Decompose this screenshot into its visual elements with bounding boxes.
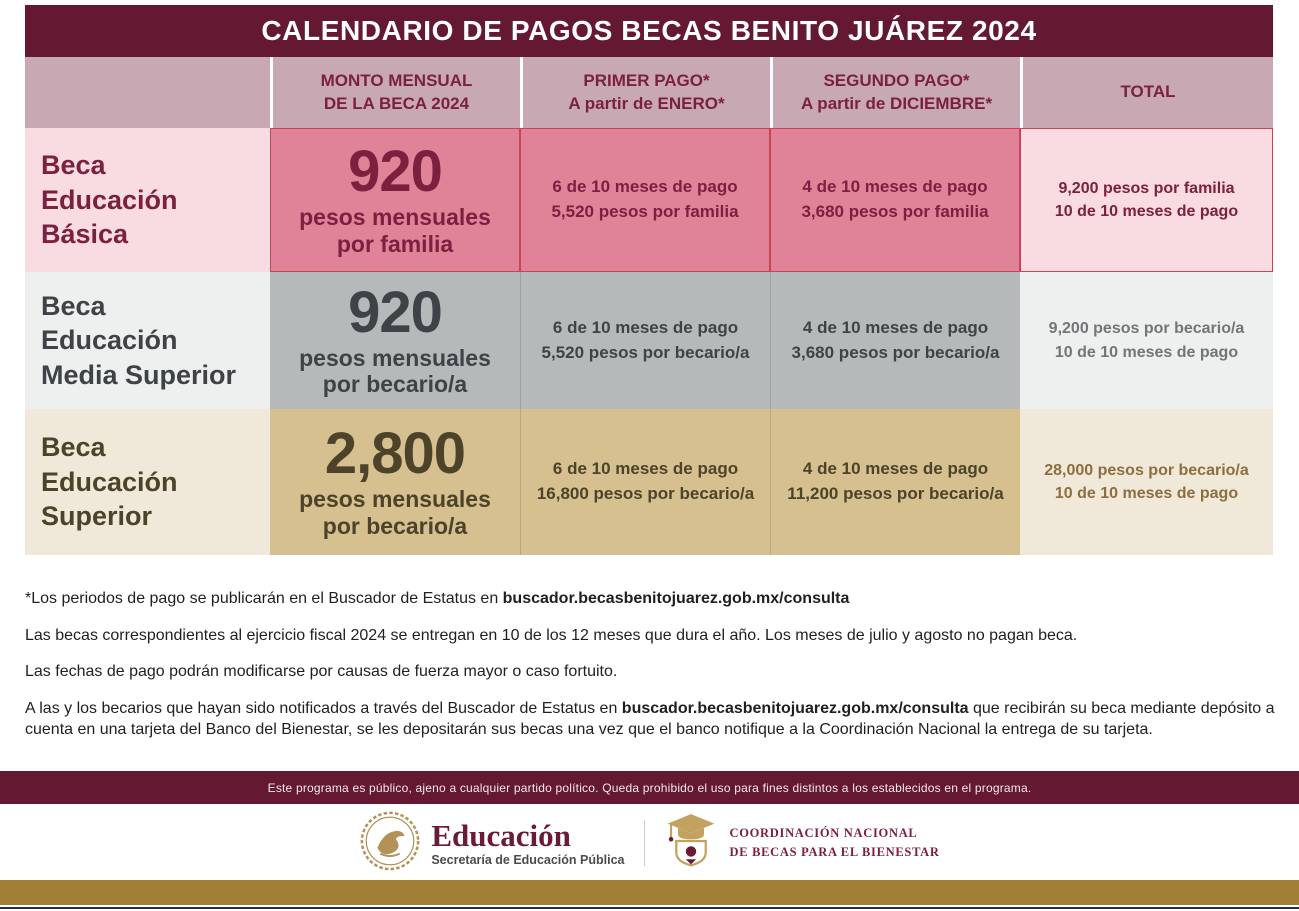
cell-total-media-superior: 9,200 pesos por becario/a 10 de 10 meses de pago bbox=[1020, 272, 1273, 409]
cell-primer-pago-superior: 6 de 10 meses de pago 16,800 pesos por becario/a bbox=[520, 409, 770, 555]
cell-segundo-pago-superior: 4 de 10 meses de pago 11,200 pesos por becario/a bbox=[770, 409, 1020, 555]
footer-logos bbox=[0, 810, 1299, 876]
cell-primer-pago-basica: 6 de 10 meses de pago 5,520 pesos por familia bbox=[520, 128, 770, 272]
header-segundo-pago: SEGUNDO PAGO* A partir de DICIEMBRE* bbox=[770, 57, 1020, 128]
title-bar bbox=[25, 5, 1273, 57]
cell-monto-superior: 2,800 pesos mensuales por becario/a bbox=[270, 409, 520, 555]
cell-segundo-pago-media-superior: 4 de 10 meses de pago 3,680 pesos por becario/a bbox=[770, 272, 1020, 409]
legal-text: Este programa es público, ajeno a cualquier partido político. Queda prohibido el uso para fines distintos a los establecidos en el programa. bbox=[267, 780, 1032, 795]
footnote-3: Las fechas de pago podrán modificarse por causas de fuerza mayor o caso fortuito. bbox=[25, 663, 618, 681]
cnbb-logo bbox=[665, 812, 939, 875]
sep-subtitle: Secretaría de Educación Pública bbox=[431, 852, 625, 867]
cell-monto-basica: 920 pesos mensuales por familia bbox=[270, 128, 520, 272]
footnote-2: Las becas correspondientes al ejercicio fiscal 2024 se entregan en 10 de los 12 meses que dura el año. Los meses de julio y agosto no pagan beca. bbox=[25, 626, 1078, 644]
url-text: buscador.becasbenitojuarez.gob.mx/consulta bbox=[502, 590, 850, 607]
cell-total-basica: 9,200 pesos por familia 10 de 10 meses de pago bbox=[1020, 128, 1273, 272]
cnbb-name-line1: COORDINACIÓN NACIONAL bbox=[729, 825, 918, 840]
cell-segundo-pago-basica: 4 de 10 meses de pago 3,680 pesos por familia bbox=[770, 128, 1020, 272]
table-row-basica bbox=[25, 128, 1273, 272]
bottom-line bbox=[0, 907, 1299, 909]
table-row-superior bbox=[25, 409, 1273, 555]
cell-total-superior: 28,000 pesos por becario/a 10 de 10 meses de pago bbox=[1020, 409, 1273, 555]
footnotes bbox=[25, 588, 1277, 756]
graduation-cap-icon bbox=[665, 812, 717, 875]
logo-divider bbox=[644, 820, 645, 866]
legal-bar bbox=[0, 771, 1299, 804]
eagle-seal-icon bbox=[359, 810, 421, 877]
payment-calendar-table bbox=[25, 5, 1273, 555]
header-primer-pago: PRIMER PAGO* A partir de ENERO* bbox=[520, 57, 770, 128]
url-text: buscador.becasbenitojuarez.gob.mx/consulta bbox=[621, 699, 969, 717]
row-label-media-superior: Beca Educación Media Superior bbox=[25, 272, 270, 409]
footnote-4: A las y los becarios que hayan sido notificados a través del Buscador de Estatus en buscador.becasbenitojuarez.gob.mx/consulta que recibirán su beca mediante depósito a cuenta en una tarjeta del Banco del Bienestar, se les depositarán sus becas una vez que el banco notifique a la Coordinación Nacional la entrega de su tarjeta. bbox=[25, 699, 1275, 739]
footnote-1: *Los periodos de pago se publicarán en el Buscador de Estatus en buscador.becasbenitojuarez.gob.mx/consulta bbox=[25, 590, 850, 607]
header-monto-mensual: MONTO MENSUAL DE LA BECA 2024 bbox=[270, 57, 520, 128]
table-row-media-superior bbox=[25, 272, 1273, 409]
sep-wordmark: Educación bbox=[431, 817, 571, 853]
header-blank bbox=[25, 57, 270, 128]
cell-primer-pago-media-superior: 6 de 10 meses de pago 5,520 pesos por becario/a bbox=[520, 272, 770, 409]
header-total: TOTAL bbox=[1020, 57, 1273, 128]
page-title: CALENDARIO DE PAGOS BECAS BENITO JUÁREZ 2024 bbox=[261, 15, 1037, 46]
gold-footer-bar bbox=[0, 880, 1299, 905]
sep-logo bbox=[359, 810, 624, 877]
cell-monto-media-superior: 920 pesos mensuales por becario/a bbox=[270, 272, 520, 409]
row-label-basica: Beca Educación Básica bbox=[25, 128, 270, 272]
row-label-superior: Beca Educación Superior bbox=[25, 409, 270, 555]
cnbb-name-line2: DE BECAS PARA EL BIENESTAR bbox=[729, 845, 940, 859]
table-header-row bbox=[25, 57, 1273, 128]
